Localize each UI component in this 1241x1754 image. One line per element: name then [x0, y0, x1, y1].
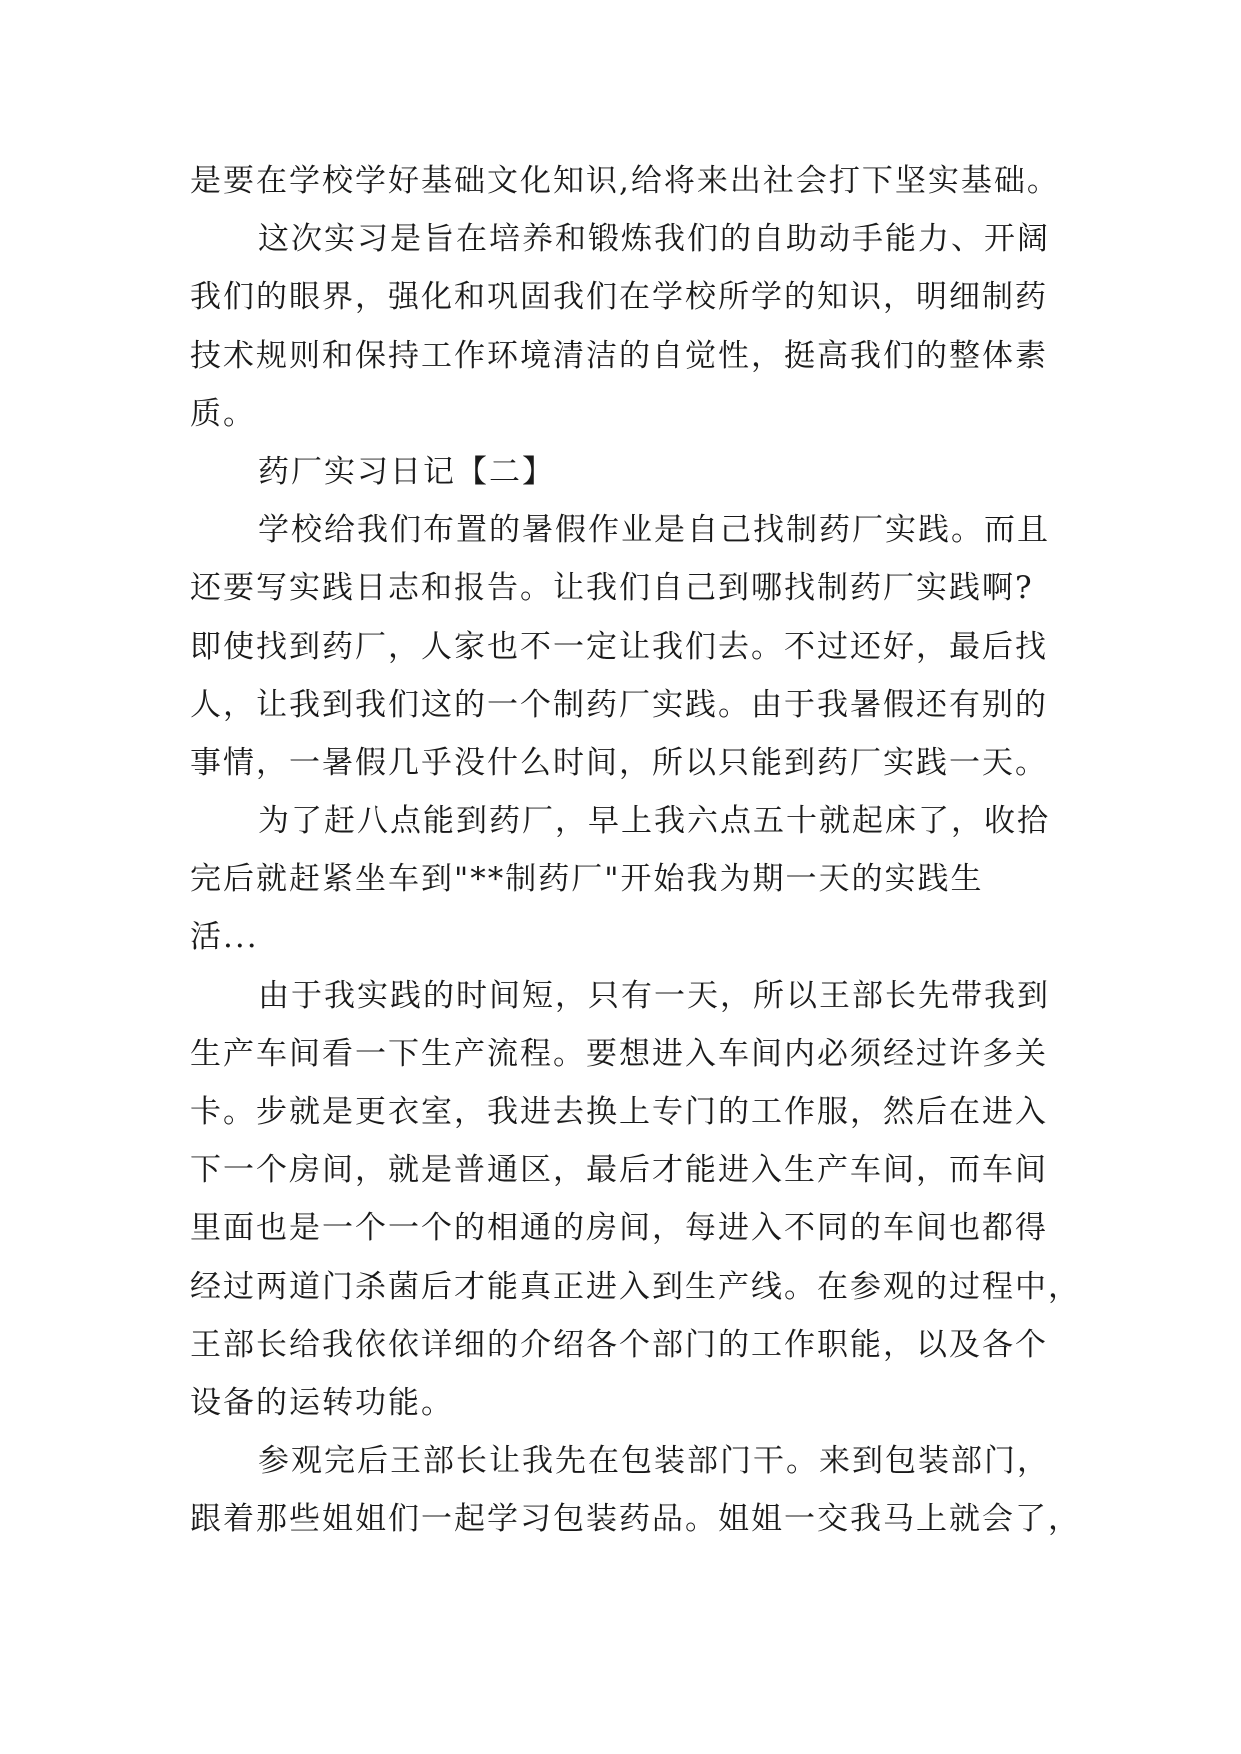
text-line: 药厂实习日记【二】: [258, 453, 555, 490]
text-line: 技术规则和保持工作环境清洁的自觉性，挺高我们的整体素: [190, 337, 1048, 374]
text-line: 人，让我到我们这的一个制药厂实践。由于我暑假还有别的: [190, 686, 1048, 723]
text-line: 质。: [190, 395, 256, 432]
text-line: 是要在学校学好基础文化知识,给将来出社会打下坚实基础。: [190, 163, 1060, 199]
text-line: 由于我实践的时间短，只有一天，所以王部长先带我到: [258, 977, 1050, 1014]
text-line: 生产车间看一下生产流程。要想进入车间内必须经过许多关: [190, 1035, 1048, 1072]
text-line: 这次实习是旨在培养和锻炼我们的自助动手能力、开阔: [258, 221, 1050, 258]
text-line: 完后就赶紧坐车到"**制药厂"开始我为期一天的实践生: [190, 861, 984, 898]
text-line: 事情，一暑假几乎没什么时间，所以只能到药厂实践一天。: [190, 744, 1048, 781]
text-line: 卡。步就是更衣室，我进去换上专门的工作服，然后在进入: [190, 1094, 1048, 1130]
document-body: [190, 152, 1080, 1549]
text-line: 里面也是一个一个的相通的房间，每进入不同的车间也都得: [190, 1210, 1048, 1247]
text-line: 学校给我们布置的暑假作业是自己找制药厂实践。而且: [258, 512, 1050, 549]
text-line: 王部长给我依依详细的介绍各个部门的工作职能，以及各个: [190, 1326, 1048, 1363]
text-line: 我们的眼界，强化和巩固我们在学校所学的知识，明细制药: [190, 279, 1048, 316]
text-line: 设备的运转功能。: [190, 1384, 454, 1421]
text-line: 经过两道门杀菌后才能真正进入到生产线。在参观的过程中，: [190, 1268, 1081, 1305]
text-line: 参观完后王部长让我先在包装部门干。来到包装部门，: [258, 1443, 1050, 1480]
text-line: 跟着那些姐姐们一起学习包装药品。姐姐一交我马上就会了，: [190, 1501, 1081, 1538]
text-line: 为了赶八点能到药厂，早上我六点五十就起床了，收拾: [258, 803, 1050, 840]
text-line: 下一个房间，就是普通区，最后才能进入生产车间，而车间: [190, 1152, 1048, 1189]
text-line: 还要写实践日志和报告。让我们自己到哪找制药厂实践啊?: [190, 570, 1034, 607]
text-line: 即使找到药厂，人家也不一定让我们去。不过还好，最后找: [190, 628, 1048, 665]
text-line: 活...: [190, 919, 259, 956]
